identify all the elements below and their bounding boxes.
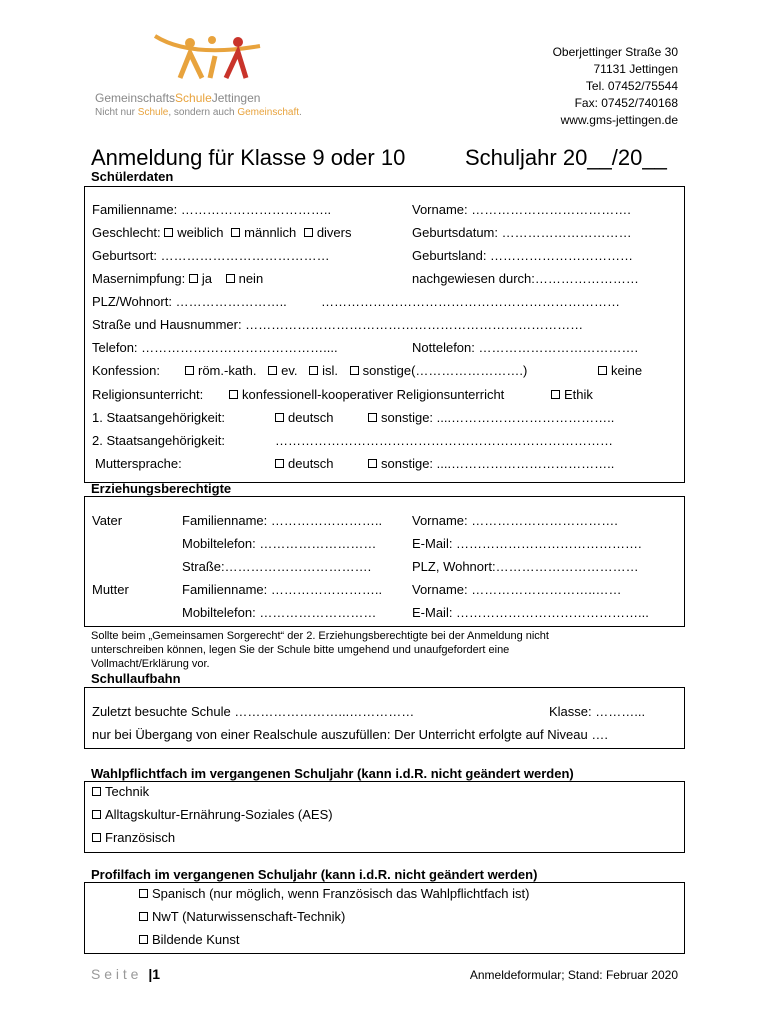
mutter-email[interactable]: E-Mail: ……………………………………...: [412, 605, 649, 620]
logo-name: [95, 91, 260, 105]
checkbox-divers[interactable]: [304, 228, 313, 237]
option-label: Französisch: [105, 830, 176, 845]
nachgewiesen-field[interactable]: nachgewiesen durch:……………………: [412, 271, 639, 286]
deutsch-label: deutsch: [288, 410, 334, 425]
reli-option-ethik: [551, 387, 593, 402]
telefon-field[interactable]: Telefon: ……………………………………....: [92, 340, 338, 355]
address-street: Oberjettinger Straße 30: [552, 45, 678, 59]
reli-koop-label: konfessionell-kooperativer Religionsunterricht: [242, 387, 505, 402]
mutter-vorname[interactable]: Vorname: ………………………..……: [412, 582, 622, 597]
deutsch-label: deutsch: [288, 456, 334, 471]
address-web[interactable]: www.gms-jettingen.de: [560, 113, 678, 127]
vater-familienname[interactable]: Familienname: ……………………..: [182, 513, 383, 528]
staat1-label: 1. Staatsangehörigkeit:: [92, 410, 225, 425]
plz-field[interactable]: PLZ/Wohnort: ……………………..: [92, 294, 287, 309]
logo-figures-icon: [150, 28, 280, 80]
nottelefon-field[interactable]: Nottelefon: ……………………………….: [412, 340, 639, 355]
profil-option: [139, 932, 239, 947]
logo-tagline: [95, 107, 302, 118]
geschlecht-row: [92, 225, 352, 240]
maennlich-label: männlich: [244, 225, 297, 240]
page-title: Anmeldung für Klasse 9 oder 10: [91, 145, 406, 170]
sorgerecht-note: [91, 629, 549, 671]
option-label: Spanisch (nur möglich, wenn Französisch das Wahlpflichtfach ist): [152, 886, 530, 901]
mutter-label: Mutter: [92, 582, 129, 597]
niveau-field[interactable]: nur bei Übergang von einer Realschule auszufüllen: Der Unterricht erfolgte auf Niveau ….: [92, 727, 608, 742]
konfession-options: [185, 363, 527, 378]
checkbox-ethik[interactable]: [551, 390, 560, 399]
divers-label: divers: [316, 225, 352, 240]
ja-label: ja: [201, 271, 212, 286]
staat1-sonstige: [368, 410, 614, 425]
section-heading-erziehung: Erziehungsberechtigte: [91, 481, 232, 496]
section-heading-schueler: Schülerdaten: [91, 169, 174, 184]
option-label: NwT (Naturwissenschaft-Technik): [152, 909, 346, 924]
masern-row: [92, 271, 263, 286]
nein-label: nein: [238, 271, 264, 286]
profil-option: [139, 886, 529, 901]
checkbox-mutter-sonstige[interactable]: [368, 459, 377, 468]
geburtsland-field[interactable]: Geburtsland: ……………………………: [412, 248, 634, 263]
note-line: Vollmacht/Erklärung vor.: [91, 658, 210, 670]
vater-mobil[interactable]: Mobiltelefon: ………………………: [182, 536, 377, 551]
reli-label: Religionsunterricht:: [92, 387, 204, 402]
vater-email[interactable]: E-Mail: …………………………………….: [412, 536, 642, 551]
checkbox-keine[interactable]: [598, 366, 607, 375]
weiblich-label: weiblich: [177, 225, 224, 240]
tagline-part: .: [299, 107, 302, 118]
checkbox-mutter-deutsch[interactable]: [275, 459, 284, 468]
logo-name-part: Schule: [175, 91, 212, 105]
staat2-field[interactable]: ……………………………………………………………………: [275, 433, 613, 448]
mutter-deutsch: [275, 456, 334, 471]
ev-label: ev.: [281, 363, 298, 378]
address-tel: Tel. 07452/75544: [585, 79, 678, 93]
checkbox-staat1-deutsch[interactable]: [275, 413, 284, 422]
checkbox-nein[interactable]: [226, 274, 235, 283]
section-heading-wahlpflicht: Wahlpflichtfach im vergangenen Schuljahr (kann i.d.R. nicht geändert werden): [91, 766, 574, 781]
keine-option: [598, 363, 642, 378]
checkbox-rk[interactable]: [185, 366, 194, 375]
school-logo: [95, 28, 305, 123]
option-label: Bildende Kunst: [152, 932, 240, 947]
tagline-part: Gemeinschaft: [237, 107, 300, 118]
checkbox-ev[interactable]: [268, 366, 277, 375]
wahlpflicht-option: [92, 830, 175, 845]
vater-strasse[interactable]: Straße:…………………………….: [182, 559, 372, 574]
logo-name-part: Gemeinschafts: [95, 91, 176, 105]
checkbox-ja[interactable]: [189, 274, 198, 283]
vater-plz[interactable]: PLZ, Wohnort:……………………………: [412, 559, 639, 574]
page-footer-right: Anmeldeformular; Stand: Februar 2020: [469, 968, 678, 982]
note-line: Sollte beim „Gemeinsamen Sorgerecht“ der 2. Erziehungsberechtigte bei der Anmeldung nicht: [91, 630, 549, 642]
masern-label: Masernimpfung:: [92, 271, 186, 286]
isl-label: isl.: [322, 363, 339, 378]
section-heading-profil: Profilfach im vergangenen Schuljahr (kann i.d.R. nicht geändert werden): [91, 867, 538, 882]
logo-name-part: Jettingen: [211, 91, 261, 105]
staat1-deutsch: [275, 410, 334, 425]
checkbox-maennlich[interactable]: [231, 228, 240, 237]
konfession-label: Konfession:: [92, 363, 160, 378]
address-fax: Fax: 07452/740168: [574, 96, 678, 110]
vorname-field[interactable]: Vorname: ……………………………….: [412, 202, 631, 217]
vater-label: Vater: [92, 513, 123, 528]
checkbox-nwt[interactable]: [139, 912, 148, 921]
checkbox-reli-koop[interactable]: [229, 390, 238, 399]
school-address: [553, 44, 678, 129]
checkbox-franzoesisch[interactable]: [92, 833, 101, 842]
staat2-label: 2. Staatsangehörigkeit:: [92, 433, 225, 448]
address-city: 71131 Jettingen: [593, 62, 678, 76]
section-heading-schullaufbahn: Schullaufbahn: [91, 671, 181, 686]
muttersprache-label: Muttersprache:: [95, 456, 182, 471]
keine-label: keine: [611, 363, 643, 378]
rk-label: röm.-kath.: [198, 363, 257, 378]
page-footer-left: [91, 966, 160, 982]
mutter-mobil[interactable]: Mobiltelefon: ………………………: [182, 605, 377, 620]
tagline-part: Nicht nur: [95, 107, 138, 118]
checkbox-kunst[interactable]: [139, 935, 148, 944]
mutter-familienname[interactable]: Familienname: ……………………..: [182, 582, 383, 597]
option-label: Technik: [105, 784, 150, 799]
zuletzt-schule-field[interactable]: Zuletzt besuchte Schule ……………………...……………: [92, 704, 415, 719]
sonstige-konf-label[interactable]: sonstige(…………………….): [362, 363, 528, 378]
geschlecht-label: Geschlecht:: [92, 225, 161, 240]
wohnort-field[interactable]: ……………………………………………………………: [321, 294, 620, 309]
footer-separator: |: [148, 966, 153, 982]
checkbox-aes[interactable]: [92, 810, 101, 819]
sonstige-label[interactable]: sonstige: ....………………………………..: [381, 410, 615, 425]
mutter-sonstige: [368, 456, 614, 471]
familienname-field[interactable]: Familienname: ……………………………..: [92, 202, 332, 217]
checkbox-staat1-sonstige[interactable]: [368, 413, 377, 422]
geburtsort-field[interactable]: Geburtsort: …………………………………: [92, 248, 330, 263]
checkbox-weiblich[interactable]: [164, 228, 173, 237]
profil-option: [139, 909, 345, 924]
school-year: Schuljahr 20__/20__: [465, 145, 667, 170]
wahlpflicht-option: [92, 807, 333, 822]
note-line: unterschreiben können, legen Sie der Schule bitte umgehend und unaufgefordert eine: [91, 644, 510, 656]
vater-vorname[interactable]: Vorname: …………………………….: [412, 513, 618, 528]
tagline-part: , sondern auch: [168, 107, 238, 118]
reli-option-koop: [229, 387, 504, 402]
checkbox-sonstige-konf[interactable]: [350, 366, 359, 375]
geburtsdatum-field[interactable]: Geburtsdatum: …………………………: [412, 225, 632, 240]
sonstige-label[interactable]: sonstige: ....………………………………..: [381, 456, 615, 471]
tagline-part: Schule: [137, 107, 169, 118]
wahlpflicht-option: [92, 784, 149, 799]
checkbox-spanisch[interactable]: [139, 889, 148, 898]
page-number: 1: [152, 966, 161, 982]
klasse-field[interactable]: Klasse: ………...: [549, 704, 646, 719]
checkbox-isl[interactable]: [309, 366, 318, 375]
seite-label: S e i t e: [91, 966, 139, 982]
checkbox-technik[interactable]: [92, 787, 101, 796]
strasse-field[interactable]: Straße und Hausnummer: ……………………………………………………………………: [92, 317, 584, 332]
option-label: Alltagskultur-Ernährung-Soziales (AES): [105, 807, 333, 822]
ethik-label: Ethik: [564, 387, 593, 402]
